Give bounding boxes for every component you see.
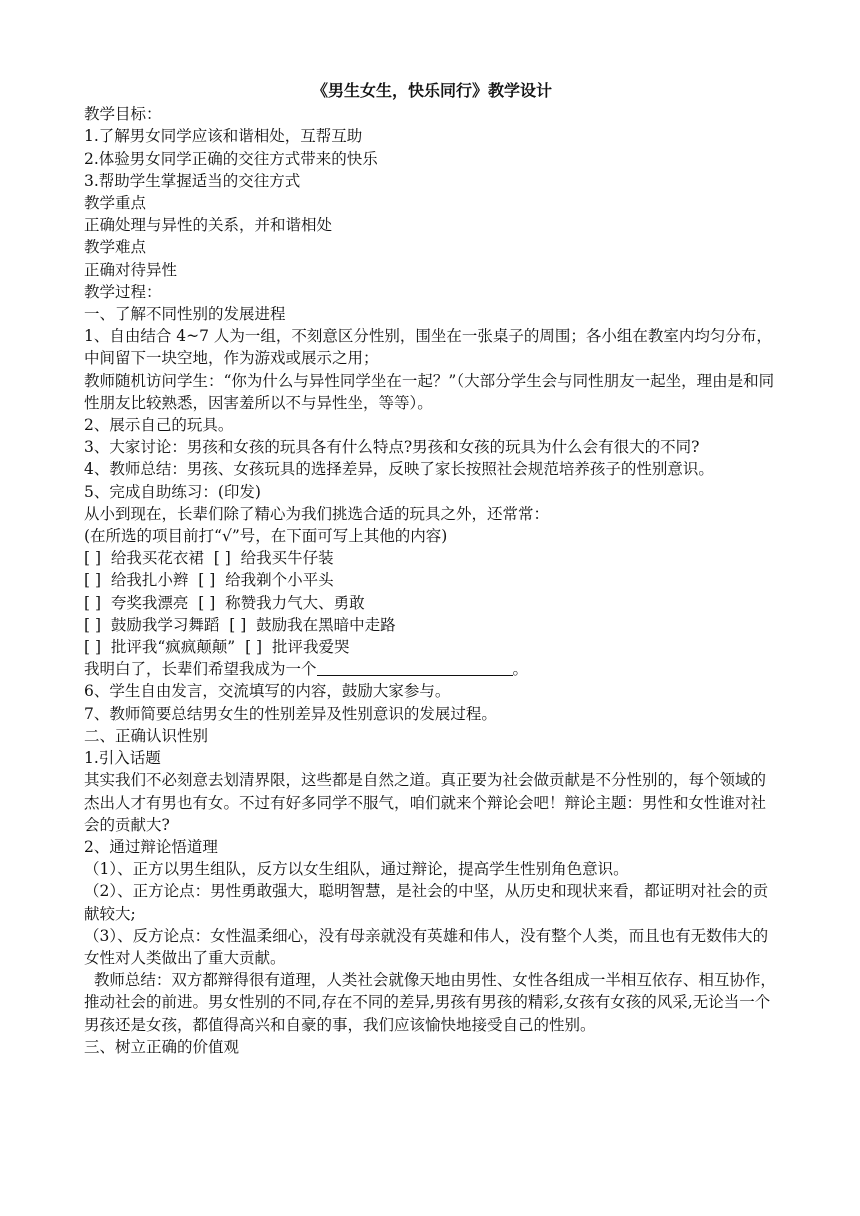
fill-blank <box>317 660 513 676</box>
text-line: 2.体验男女同学正确的交往方式带来的快乐 <box>84 149 378 168</box>
text-line: 3.帮助学生掌握适当的交往方式 <box>84 171 301 190</box>
text-line: 4、教师总结：男孩、女孩玩具的选择差异，反映了家长按照社会规范培养孩子的性别意识。 <box>84 460 714 479</box>
text-line: 5、完成自助练习：(印发) <box>84 482 261 501</box>
text-line: 2、通过辩论悟道理 <box>84 837 218 856</box>
paragraph: 其实我们不必刻意去划清界限，这些都是自然之道。真正要为社会做贡献是不分性别的，每个领域的杰出人才有男也有女。不过有好多同学不服气，咱们就来个辩论会吧！辩论主题：男性和女性谁对社会的贡献大? <box>84 771 767 834</box>
paragraph: 教师总结：双方都辩得很有道理，人类社会就像天地由男性、女性各组成一半相互依存、相互协作，推动社会的前进。男女性别的不同,存在不同的差异,男孩有男孩的精彩,女孩有女孩的风采,无论当一个男孩还是女孩，都值得高兴和自豪的事，我们应该愉快地接受自己的性别。 <box>84 971 776 1034</box>
document-body-part1 <box>84 103 780 658</box>
fill-suffix: 。 <box>512 660 529 679</box>
text-line: 1.了解男女同学应该和谐相处，互帮互助 <box>84 127 363 146</box>
text-line: 教师随机访问学生：“你为什么与异性同学坐在一起？”（大部分学生会与同性朋友一起坐，理由是和同性朋友比较熟悉，因害羞所以不与异性坐，等等）。 <box>84 371 775 412</box>
document-title: 《男生女生，快乐同行》教学设计 <box>311 81 552 100</box>
checkbox-option-line: [ ] 鼓励我学习舞蹈 [ ] 鼓励我在黑暗中走路 <box>84 615 396 634</box>
section-heading: 二、正确认识性别 <box>84 726 209 745</box>
text-line: 1.引入话题 <box>84 749 161 768</box>
document-body-part2 <box>84 680 780 1057</box>
paragraph: （2）、正方论点：男性勇敢强大，聪明智慧，是社会的中坚，从历史和现状来看，都证明对社会的贡献较大; <box>84 882 769 923</box>
text-line: 正确对待异性 <box>84 260 178 279</box>
text-line: 从小到现在，长辈们除了精心为我们挑选合适的玩具之外，还常常： <box>84 504 550 523</box>
paragraph: （3）、反方论点：女性温柔细心，没有母亲就没有英雄和伟人，没有整个人类，而且也有无数伟大的女性对人类做出了重大贡献。 <box>84 926 769 967</box>
text-line: 7、教师简要总结男女生的性别差异及性别意识的发展过程。 <box>84 704 497 723</box>
checkbox-option-line: [ ] 给我买花衣裙 [ ] 给我买牛仔装 <box>84 549 334 568</box>
text-line: 3、大家讨论：男孩和女孩的玩具各有什么特点?男孩和女孩的玩具为什么会有很大的不同? <box>84 438 700 457</box>
checkbox-option-line: [ ] 批评我“疯疯颠颠” [ ] 批评我爱哭 <box>84 638 350 657</box>
text-line: 1、自由结合 4~7 人为一组，不刻意区分性别，围坐在一张桌子的周围；各小组在教室内均匀分布，中间留下一块空地，作为游戏或展示之用； <box>84 327 772 368</box>
text-line: 6、学生自由发言，交流填写的内容，鼓励大家参与。 <box>84 682 451 701</box>
text-line: 教学难点 <box>84 238 147 257</box>
text-line: 教学目标： <box>84 105 162 124</box>
text-line: (在所选的项目前打“√”号，在下面可写上其他的内容) <box>84 527 448 546</box>
document-page <box>84 80 780 1058</box>
text-line: 教学过程： <box>84 282 162 301</box>
text-line: 教学重点 <box>84 194 147 213</box>
text-line: 2、展示自己的玩具。 <box>84 416 234 435</box>
text-line: 一、了解不同性别的发展进程 <box>84 305 286 324</box>
section-heading: 三、树立正确的价值观 <box>84 1037 240 1056</box>
checkbox-option-line: [ ] 夸奖我漂亮 [ ] 称赞我力气大、勇敢 <box>84 593 365 612</box>
checkbox-option-line: [ ] 给我扎小辫 [ ] 给我剃个小平头 <box>84 571 334 590</box>
fill-prefix: 我明白了，长辈们希望我成为一个 <box>84 660 317 679</box>
text-line: 正确处理与异性的关系，并和谐相处 <box>84 216 333 235</box>
fill-in-line <box>84 658 780 680</box>
text-line: （1）、正方以男生组队，反方以女生组队，通过辩论，提高学生性别角色意识。 <box>84 860 629 879</box>
